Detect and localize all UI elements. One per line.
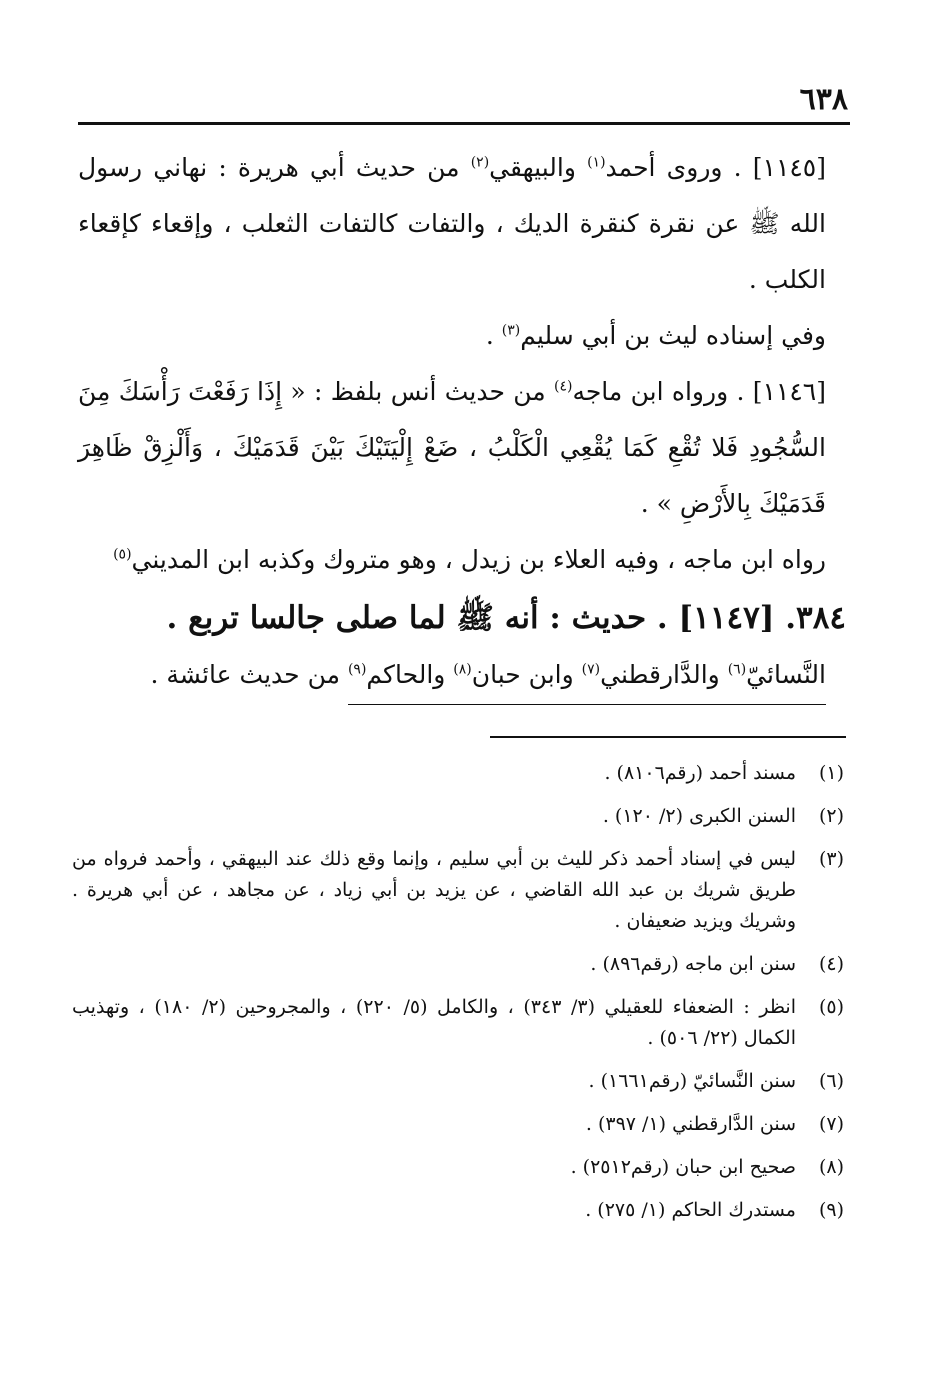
footnote-text: مسند أحمد (رقم٨١٠٦) . xyxy=(604,762,796,784)
footnote-9 xyxy=(72,1189,844,1232)
footnote-4 xyxy=(72,943,844,986)
footnote-8 xyxy=(72,1146,844,1189)
footnote-ref-3: (٣) xyxy=(501,322,521,339)
footnote-text: مستدرك الحاكم (١/ ٢٧٥) . xyxy=(585,1199,796,1221)
hadith-1146-text-b: من حديث أنس بلفظ : « إِذَا رَفَعْتَ رَأْسَكَ مِنَ السُّجُودِ فَلا تُقْعِ كَمَا يُقْعِي الْكَلْبُ ، ضَعْ إِلْيَتَيْكَ بَيْنَ قَدَمَيْكَ ، وَأَلْزِقْ ظَاهِرَ قَدَمَيْكَ بِالأَرْضِ » . xyxy=(78,377,826,518)
footnote-number: (٩) xyxy=(818,1199,844,1221)
ibn-majah-paragraph xyxy=(78,532,846,588)
isnad-text-end: . xyxy=(485,321,502,350)
hadith-384-heading: ٣٨٤. [١١٤٧] . حديث : أنه ﷺ لما صلى جالسا تربع . xyxy=(166,600,846,636)
footnote-text: ليس في إسناد أحمد ذكر لليث بن أبي سليم ، وإنما وقع ذلك عند البيهقي ، وأحمد فرواه من طريق شريك بن عبد الله القاضي ، عن يزيد بن أبي زياد ، عن مجاهد ، عن أبي هريرة . وشريك ويزيد ضعيفان . xyxy=(72,848,796,932)
footnote-text: صحيح ابن حبان (رقم٢٥١٢) . xyxy=(570,1156,796,1178)
ibn-majah-text: رواه ابن ماجه ، وفيه العلاء بن زيدل ، وهو متروك وكذبه ابن المديني xyxy=(131,545,826,574)
footnote-text: سنن الدَّارقطني (١/ ٣٩٧) . xyxy=(585,1113,796,1135)
hadith-1146-text-a: [١١٤٦] . ورواه ابن ماجه xyxy=(572,377,826,406)
footnote-ref-5: (٥) xyxy=(113,546,132,563)
source-ibn-hibban: وابن حبان xyxy=(471,660,582,689)
footnotes xyxy=(72,752,844,1232)
source-line xyxy=(78,648,846,705)
source-nasai: النَّسائيّ xyxy=(746,660,826,689)
hadith-1145-paragraph xyxy=(78,140,846,308)
hadith-1145-text-c: من حديث أبي هريرة : نهاني رسول الله ﷺ عن نقرة كنقرة الديك ، والتفات كالتفات الثعلب ، وإقعاء كإقعاء الكلب . xyxy=(78,153,826,294)
footnote-text: سنن ابن ماجه (رقم٨٩٦) . xyxy=(590,953,796,975)
header-rule xyxy=(78,122,850,125)
hadith-1146-paragraph xyxy=(78,364,846,532)
footnote-text: سنن النَّسائيّ (رقم١٦٦١) . xyxy=(588,1070,796,1092)
footnote-number: (٢) xyxy=(818,805,844,827)
source-line-underlined xyxy=(348,648,826,705)
footnote-separator xyxy=(490,736,846,738)
footnote-number: (٦) xyxy=(818,1070,844,1092)
footnote-ref-9: (٩) xyxy=(347,661,367,678)
footnote-text: السنن الكبرى (٢/ ١٢٠) . xyxy=(602,805,796,827)
footnote-number: (١) xyxy=(818,762,844,784)
hadith-1145-text-b: والبيهقي xyxy=(489,153,588,182)
footnote-number: (٥) xyxy=(818,996,844,1018)
isnad-paragraph xyxy=(78,308,846,364)
source-daraqutni: والدَّارقطني xyxy=(600,660,728,689)
source-hakim: والحاكم xyxy=(366,660,454,689)
main-text xyxy=(78,140,846,705)
footnote-ref-1: (١) xyxy=(587,154,606,171)
footnote-ref-7: (٧) xyxy=(581,661,601,678)
footnote-2 xyxy=(72,795,844,838)
footnote-ref-8: (٨) xyxy=(453,661,472,678)
page-number: ٦٣٨ xyxy=(799,82,848,117)
footnote-7 xyxy=(72,1103,844,1146)
footnote-number: (٨) xyxy=(818,1156,844,1178)
hadith-1145-text-a: [١١٤٥] . وروى أحمد xyxy=(605,153,826,182)
footnote-ref-2: (٢) xyxy=(470,154,490,171)
isnad-text: وفي إسناده ليث بن أبي سليم xyxy=(520,321,826,350)
footnote-number: (٧) xyxy=(818,1113,844,1135)
footnote-ref-6: (٦) xyxy=(727,661,747,678)
footnote-5 xyxy=(72,986,844,1060)
source-aisha: من حديث عائشة . xyxy=(150,660,348,689)
footnote-3 xyxy=(72,838,844,943)
footnote-number: (٤) xyxy=(818,953,844,975)
footnote-number: (٣) xyxy=(818,848,844,870)
footnote-1 xyxy=(72,752,844,795)
footnote-6 xyxy=(72,1060,844,1103)
footnote-ref-4: (٤) xyxy=(553,378,573,395)
footnote-text: انظر : الضعفاء للعقيلي (٣/ ٣٤٣) ، والكامل (٥/ ٢٢٠) ، والمجروحين (٢/ ١٨٠) ، وتهذيب الكمال (٢٢/ ٥٠٦) . xyxy=(72,996,796,1049)
